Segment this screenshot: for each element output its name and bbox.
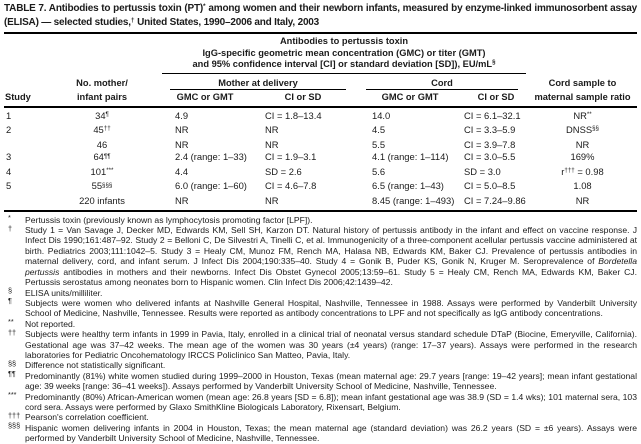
footnote-marker: §: [8, 286, 13, 295]
table-cell: [356, 166, 464, 181]
table-cell: [160, 180, 250, 195]
table-cell: [44, 124, 160, 139]
text-segment: 8.45 (range: 1–493): [372, 195, 455, 207]
text-segment: Difference not statistically significant.: [25, 360, 166, 371]
text-segment: 45: [93, 124, 104, 136]
text-segment: 14.0: [372, 109, 391, 121]
text-segment: 6.0 (range: 1–60): [175, 180, 247, 192]
text-segment: Study 1 = Van Savage J, Decker MD, Edwards KM, Sell SH, Karzon DT. Natural history of pertussis antibody in the infant and effect on vaccine response. J Infect Dis 1990;161:487–92. Study 2 = Belloni C, De Silvestri A, Tinelli C, et al. Immunogenicity of a three-component acellular pertussis vaccine administered at birth. Pediatrics 2003;111:1042–5. Study 3 = Healy CM, Munoz FM, Rench MA, Halasa NB, Edwards KM, Baker CJ. Prevalence of pertussis antibodies in maternal delivery, cord, and infant serum. J Infect Dis 2004;190:335–40. Study 4 = Gonik B, Puder KS, Gonik N, Kruger M. Seroprevalence of: [25, 225, 637, 267]
text-segment: 4.9: [175, 109, 189, 121]
text-segment: 5.6: [372, 165, 386, 177]
table-cell: [356, 124, 464, 139]
text-segment: CI = 6.1–32.1: [464, 109, 521, 121]
table-cell: [160, 124, 250, 139]
text-segment: = 0.98: [574, 165, 604, 177]
footnote: [4, 412, 637, 422]
text-segment: NR: [265, 124, 279, 136]
footnote-marker: **: [8, 317, 14, 327]
group-header-line1: Antibodies to pertussis toxin: [279, 36, 409, 46]
text-segment: 6.5 (range: 1–43): [372, 180, 444, 192]
col-group-cord: Cord: [366, 78, 518, 91]
table-cell: [4, 110, 44, 125]
text-segment: CI = 3.9–7.8: [464, 138, 516, 150]
col-header-pairs-line2: infant pairs: [76, 92, 128, 102]
text-segment: Pearson's correlation coefficient.: [25, 412, 149, 423]
group-header-line2: IgG-specific geometric mean concentration (GMC) or titer (GMT): [202, 47, 486, 58]
col-group-mother-at-delivery: Mother at delivery: [170, 78, 346, 91]
table-cell: [464, 110, 528, 125]
table-row: [4, 151, 637, 166]
text-segment: 34: [95, 109, 106, 121]
text-segment: and 95% confidence interval [CI] or standard deviation [SD]), EU/mL: [192, 59, 493, 69]
text-segment: TABLE 7. Antibodies to pertussis toxin (PT): [4, 3, 204, 14]
table-header: [4, 34, 637, 108]
text-segment: NR: [175, 195, 189, 207]
superscript-marker: ***: [106, 167, 114, 175]
text-segment: among women and their newborn infants, measured by enzyme-linked immunosorbent assay (ELISA) — selected studies,: [4, 3, 637, 28]
text-segment: Subjects were women who delivered infants at Nashville General Hospital, Nashville, Tennessee in 1988. Assays were performed by Vanderbilt University School of Medicine, Nashville, Tennessee. Results were reported as antibody concentrations to LPF and not specifically as IgG antibody concentrations.: [25, 297, 637, 319]
text-segment: Predominantly (80%) African-American women (mean age: 26.8 years [SD = 6.8]); mean infant gestational age was 38.9 (SD = 1.4 wks); 101 maternal sera, 103 cord sera. Assays were performed by Glaxo SmithKline Biologicals Laboratory, Rixensart, Belgium.: [25, 391, 637, 412]
table-row: [4, 110, 637, 125]
table-row: [4, 195, 637, 208]
footnote: [4, 319, 637, 329]
superscript-marker: ¶: [105, 110, 109, 118]
text-segment: CI = 7.24–9.86: [464, 195, 526, 207]
table-row: [4, 139, 637, 152]
table-cell: [160, 195, 250, 208]
footnote-marker: ¶¶: [8, 369, 16, 379]
table-cell: [528, 166, 637, 181]
superscript-marker: §§§: [102, 181, 113, 189]
footnote: [4, 392, 637, 413]
text-segment: 3: [6, 151, 12, 163]
table-cell: [464, 166, 528, 181]
group-header-line3: [162, 59, 526, 72]
table-cell: [250, 110, 356, 125]
text-segment: 169%: [570, 151, 595, 163]
table-cell: [4, 195, 44, 208]
footnote: [4, 298, 637, 319]
superscript-marker: ¶¶: [103, 152, 111, 160]
table-cell: [528, 110, 637, 125]
table-cell: [44, 166, 160, 181]
text-segment: Pertussis toxin (previously known as lymphocytosis promoting factor [LPF]).: [25, 214, 313, 225]
text-segment: 46: [96, 138, 108, 150]
table-cell: [250, 195, 356, 208]
table-cell: [44, 110, 160, 125]
text-segment: 2.4 (range: 1–33): [175, 151, 247, 163]
footnote-marker: §§§: [8, 421, 21, 431]
text-segment: ELISA units/milliliter.: [25, 287, 103, 298]
table-cell: [160, 110, 250, 125]
text-segment: NR: [265, 138, 279, 150]
table-cell: [160, 139, 250, 152]
text-segment: DNSS: [566, 124, 593, 136]
table-cell: [250, 180, 356, 195]
table-row: [4, 180, 637, 195]
table-cell: [528, 151, 637, 166]
superscript-marker: †: [130, 16, 135, 24]
table-row: [4, 166, 637, 181]
table-cell: [528, 195, 637, 208]
table-cell: [250, 151, 356, 166]
text-segment: CI = 1.8–13.4: [265, 109, 322, 121]
text-segment: antibodies in mothers and their newborns. Infect Dis Obstet Gynecol 2005;13:59–61. Study 5 = Healy CM, Rench MA, Edwards KM, Baker CJ. Pertussis serostatus among neonates born to Hispanic women. Clin Infect Dis 2006;42:1439–42.: [25, 266, 637, 288]
text-segment: NR: [175, 138, 189, 150]
table-cell: [356, 180, 464, 195]
text-segment: 4.5: [372, 124, 386, 136]
col-header-ratio-line1: Cord sample to: [548, 77, 617, 88]
footnote-marker: *: [8, 213, 11, 223]
text-segment: 5.5: [372, 138, 386, 150]
footnote: [4, 225, 637, 287]
footnote: [4, 360, 637, 370]
table-cell: [356, 195, 464, 208]
col-header-mother-gmc: GMC or GMT: [176, 92, 234, 102]
table-cell: [160, 151, 250, 166]
superscript-marker: **: [586, 110, 592, 118]
text-segment: Subjects were healthy term infants in 1999 in Pavia, Italy, enrolled in a clinical trial of neonatal versus standard schedule DTaP (Biocine, Emeryville, California). Gestational age was 37–42 weeks. The mean age of the women was 30 years (±4 years) (range: 17–37 years). Assays were performed in the research laboratories for Pediatric Oncohematology IRCCS Policlinico San Matteo, Pavia, Italy.: [25, 329, 637, 360]
superscript-marker: †††: [564, 167, 575, 175]
text-segment: NR: [175, 124, 189, 136]
text-segment: SD = 3.0: [464, 165, 501, 177]
table-body: [4, 108, 637, 212]
footnote-marker: ¶: [8, 296, 12, 306]
table-cell: [4, 151, 44, 166]
superscript-marker: §: [492, 59, 496, 67]
table-cell: [4, 180, 44, 195]
table-cell: [464, 195, 528, 208]
table-cell: [44, 180, 160, 195]
text-segment: r: [561, 165, 565, 177]
text-segment: CI = 3.3–5.9: [464, 124, 516, 136]
table-cell: [160, 166, 250, 181]
text-segment: 4: [6, 165, 12, 177]
superscript-marker: ††: [103, 125, 111, 133]
text-segment: 4.4: [175, 165, 189, 177]
text-segment: NR: [575, 195, 590, 207]
col-header-mother-ci: CI or SD: [284, 92, 322, 102]
footnote-marker: ***: [8, 390, 17, 400]
table-cell: [528, 124, 637, 139]
footnote-marker: ††: [8, 327, 17, 337]
footnotes: [4, 212, 637, 444]
footnote-marker: †††: [8, 410, 21, 420]
table-cell: [464, 124, 528, 139]
table-cell: [356, 110, 464, 125]
table-cell: [528, 180, 637, 195]
table-cell: [464, 180, 528, 195]
table-cell: [356, 139, 464, 152]
text-segment: NR: [573, 109, 587, 121]
text-segment: 2: [6, 124, 12, 136]
text-segment: CI = 5.0–8.5: [464, 180, 516, 192]
table-cell: [356, 151, 464, 166]
table-cell: [4, 139, 44, 152]
table-cell: [250, 166, 356, 181]
text-segment: Not reported.: [25, 318, 76, 329]
footnote: [4, 215, 637, 225]
text-segment: 101: [90, 165, 107, 177]
text-segment: 55: [91, 180, 103, 192]
table-title: [4, 3, 637, 34]
text-segment: 1.08: [573, 180, 592, 192]
text-segment: 220 infants: [79, 195, 125, 207]
col-header-ratio-line2: maternal sample ratio: [534, 92, 631, 102]
col-header-cord-gmc: GMC or GMT: [381, 92, 439, 102]
table-cell: [464, 139, 528, 152]
text-segment: 64: [93, 151, 104, 163]
text-segment: 5: [6, 180, 12, 192]
text-segment: CI = 4.6–7.8: [265, 180, 317, 192]
text-segment: Predominantly (81%) white women studied during 1999–2000 in Houston, Texas (mean maternal age: 29.7 years [range: 19–42 years]; mean infant gestational age: 39 weeks [range: 36–41 weeks]). Assays performed by Vanderbilt University School of Medicine, Nashville, Tennessee.: [25, 370, 637, 392]
table-cell: [4, 124, 44, 139]
table-row: [4, 124, 637, 139]
text-segment: NR: [265, 195, 279, 207]
text-segment: 1: [6, 109, 12, 121]
text-segment: CI = 3.0–5.5: [464, 151, 516, 163]
footnote: [4, 423, 637, 444]
superscript-marker: *: [203, 3, 206, 11]
table-cell: [250, 139, 356, 152]
antibodies-group-header: [162, 35, 526, 74]
col-header-study: Study: [5, 92, 31, 102]
text-segment: SD = 2.6: [265, 165, 302, 177]
table-cell: [528, 139, 637, 152]
col-header-cord-ci: CI or SD: [477, 92, 515, 102]
text-segment: Hispanic women delivering infants in 2004 in Houston, Texas; the mean maternal age (standard deviation) was 26.2 years (SD = ±6 years). Assays were performed by Vanderbilt University School of Medicine, Nashville, Tennessee.: [25, 422, 637, 444]
footnote-marker: †: [8, 223, 13, 233]
table-cell: [250, 124, 356, 139]
text-segment: NR: [575, 138, 590, 150]
text-segment: United States, 1990–2006 and Italy, 2003: [134, 16, 320, 28]
text-segment: CI = 1.9–3.1: [265, 151, 317, 163]
col-header-pairs-line1: No. mother/: [76, 77, 128, 88]
footnote: [4, 371, 637, 392]
footnote: [4, 288, 637, 298]
table-cell: [4, 166, 44, 181]
text-segment: Bordetella pertussis: [25, 256, 637, 277]
table-cell: [44, 151, 160, 166]
superscript-marker: §§: [592, 125, 599, 133]
footnote: [4, 329, 637, 360]
table-cell: [44, 195, 160, 208]
table-cell: [464, 151, 528, 166]
text-segment: 4.1 (range: 1–114): [372, 151, 449, 163]
table-cell: [44, 139, 160, 152]
footnote-marker: §§: [8, 358, 17, 368]
